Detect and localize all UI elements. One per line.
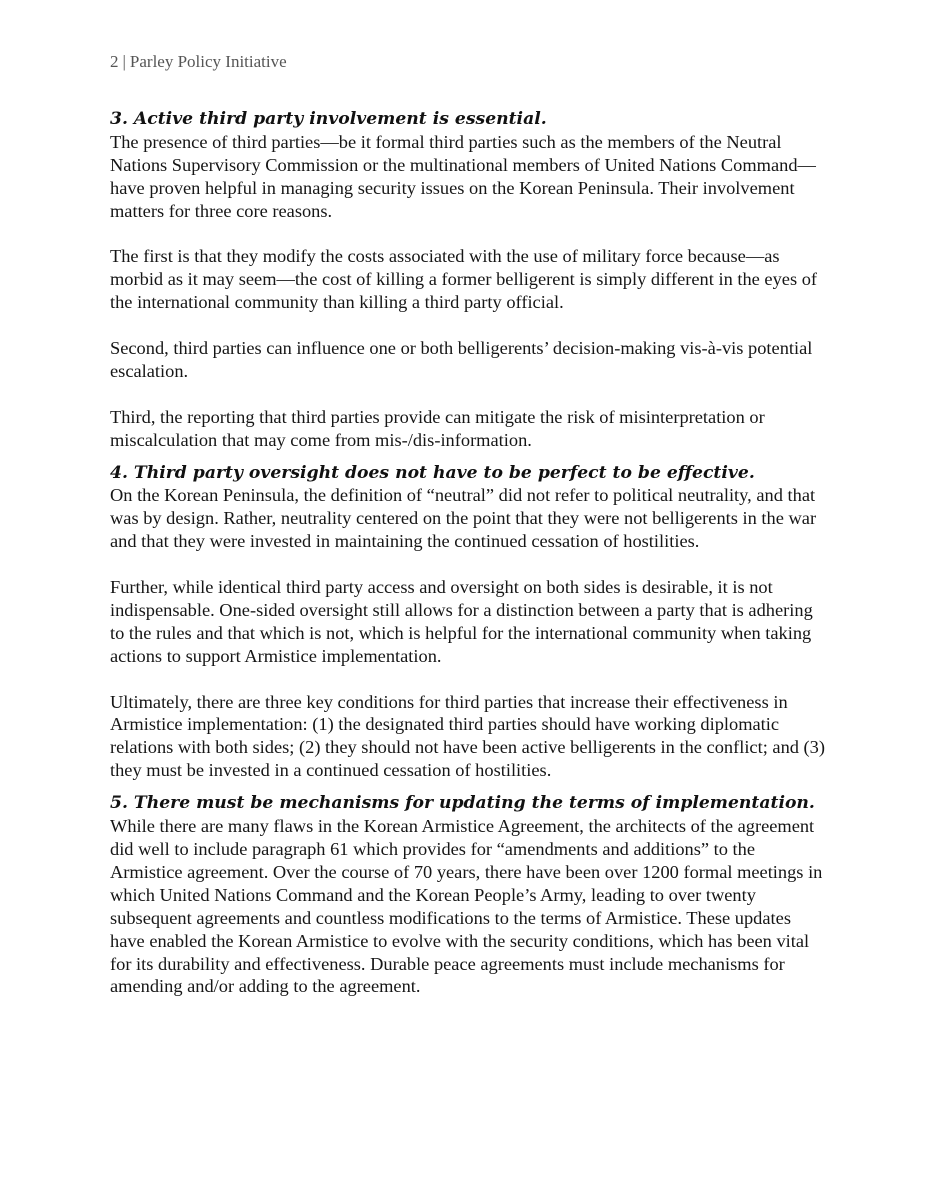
section-heading: 3. Active third party involvement is essential. (110, 109, 547, 129)
organization-name: Parley Policy Initiative (129, 52, 287, 71)
header-separator: | (122, 52, 126, 71)
page-number: 2 (110, 52, 119, 71)
section-heading: 5. There must be mechanisms for updating the terms of implementation. (110, 793, 815, 814)
paragraph: While there are many flaws in the Korean Armistice Agreement, the architects of the agreement did well to include paragraph 61 which provides for “amendments and additions” to the Armistice agreement. Over the course of 70 years, there have been over 1200 formal meetings in which United Nations Command and the Korean People’s Army, leading to over twenty subsequent agreements and countless modifications to the terms of Armistice. These updates have enabled the Korean Armistice to evolve with the security conditions, which has been vital for its durability and effectiveness. Durable peace agreements must include mechanisms for amending and/or adding to the agreement. (110, 816, 823, 997)
section-5 (110, 792, 830, 998)
paragraph: Second, third parties can influence one or both belligerents’ decision-making vis-à-vis potential escalation. (110, 338, 813, 381)
paragraph: Further, while identical third party access and oversight on both sides is desirable, it is not indispensable. One-sided oversight still allows for a distinction between a party that is adhering to the rules and that which is not, which is helpful for the international community when taking actions to support Armistice implementation. (110, 577, 813, 666)
page-header (110, 52, 287, 72)
paragraph: On the Korean Peninsula, the definition of “neutral” did not refer to political neutrality, and that was by design. Rather, neutrality centered on the point that they were not belligerents in the war and that they were invested in maintaining the continued cessation of hostilities. (110, 485, 817, 552)
document-body (110, 108, 830, 1021)
paragraph: Ultimately, there are three key conditions for third parties that increase their effectiveness in Armistice implementation: (1) the designated third parties should have working diplomatic relations with both sides; (2) they should not have been active belligerents in the conflict; and (3) they must be invested in a continued cessation of hostilities. (110, 691, 825, 781)
section-3 (110, 108, 830, 452)
paragraph: Third, the reporting that third parties provide can mitigate the risk of misinterpretation or miscalculation that may come from mis-/dis-information. (110, 406, 765, 450)
section-heading: 4. Third party oversight does not have to be perfect to be effective. (110, 462, 755, 483)
section-4 (110, 462, 830, 783)
paragraph: The first is that they modify the costs associated with the use of military force because—as morbid as it may seem—the cost of killing a former belligerent is simply different in the eyes of the international community than killing a third party official. (110, 246, 818, 313)
paragraph: The presence of third parties—be it formal third parties such as the members of the Neutral Nations Supervisory Commission or the multinational members of United Nations Command—have proven helpful in managing security issues on the Korean Peninsula. Their involvement matters for three core reasons. (110, 131, 816, 221)
